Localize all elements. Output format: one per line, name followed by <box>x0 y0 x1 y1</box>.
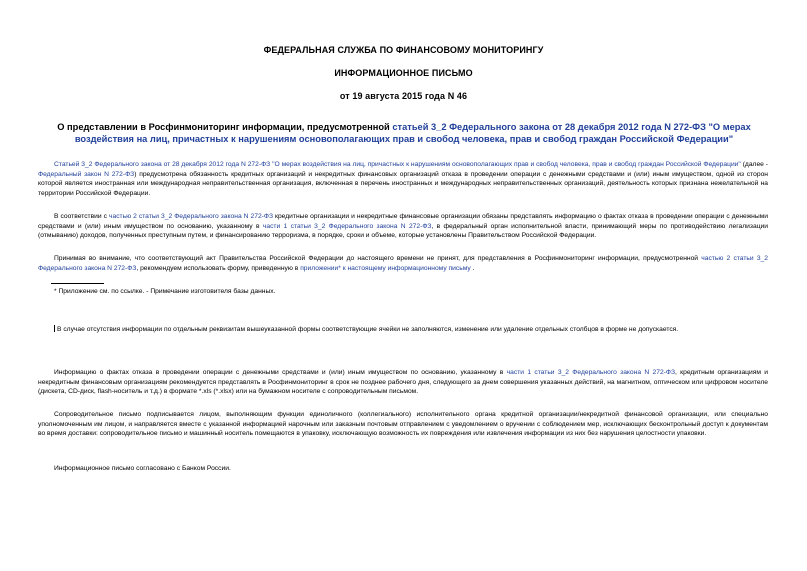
p2-text-2: кредитные организации и некредитные финансовые организации обязаны представлять информацию о фактах отказа в проведении операции с денежными средствами и (или) иным имуществом по основанию, указанному в <box>38 213 768 230</box>
p4-text-1: Информацию о фактах отказа в проведении операции с денежными средствами и (или) иным имуществом по основанию, указанному в <box>54 369 507 376</box>
paragraph-1 <box>38 160 768 198</box>
p2-text-3: , в федеральный орган исполнительной власти, принимающий меры по противодействию легализации (отмыванию) доходов, полученных преступным путем, и финансированию терроризма, в порядке, сроки и объеме, которые установлены Правительством Российской Федерации. <box>38 222 768 240</box>
part-2-article-link[interactable]: частью 2 статьи 3_2 Федерального закона N 272-ФЗ <box>109 213 274 220</box>
footnote: * Приложение см. по ссылке. - Примечание изготовителя базы данных. <box>54 288 276 295</box>
agency-heading: ФЕДЕРАЛЬНАЯ СЛУЖБА ПО ФИНАНСОВОМУ МОНИТОРИНГУ <box>263 45 544 55</box>
part-1-article-link[interactable]: части 1 статьи 3_2 Федерального закона N 272-ФЗ <box>262 222 432 230</box>
p3-text-3: . <box>470 264 475 272</box>
paragraph-5: Сопроводительное письмо подписывается лицом, выполняющим функции единоличного (коллегиального) исполнительного органа кредитной организации/некредитной финансовой организации, или специально уполномоченным им лицом, и направляется вместе с указанной информацией нарочным или заказным почтовым отправлением с уведомлением о вручении с соблюдением мер, исключающих бесконтрольный доступ к документам во время доставки: сопроводительное письмо и машинный носитель помещаются в упаковку, исключающую возможность их повреждения или извлечения информации из них без нарушения целостности упаковки. <box>38 411 768 438</box>
p1-text-1: (далее - <box>740 161 768 168</box>
footnote-divider <box>51 283 104 284</box>
part-2-article-link-2[interactable]: частью 2 статьи 3_2 Федерального закона N 272-ФЗ <box>38 255 768 272</box>
article-3-2-link[interactable]: Статьей 3_2 Федерального закона от 28 декабря 2012 года N 272-ФЗ "О мерах воздействия на лиц, причастных к нарушениям основополагающих прав и свобод человека, прав и свобод граждан Российской Федерации" <box>54 161 741 168</box>
federal-law-272-link[interactable]: Федеральный закон N 272-ФЗ <box>38 170 135 178</box>
document-date-heading: от 19 августа 2015 года N 46 <box>339 91 468 101</box>
title-text: О представлении в Росфинмониторинг информации, предусмотренной <box>57 122 393 132</box>
document-title <box>44 122 764 145</box>
form-note-text: В случае отсутствия информации по отдельным реквизитам вышеуказанной формы соответствующие ячейки не заполняются, изменение или удаление отдельных столбцов в форме не допускается. <box>57 326 679 333</box>
paragraph-2 <box>38 212 768 241</box>
p1-text-2: ) предусмотрена обязанность кредитных организаций и некредитных финансовых организаций отказа в проведении операции с денежными средствами и (или) иным имуществом, одной из сторон которой является иностранная или международная неправительственная организация, включенная в перечень иностранных и международных неправительственных организаций, деятельность которых признана нежелательной на территории Российской Федерации. <box>38 170 768 197</box>
p3-text-1: Принимая во внимание, что соответствующий акт Правительства Российской Федерации до настоящего времени не принят, для представления в Росфинмониторинг информации, предусмотренной <box>54 255 702 262</box>
appendix-link[interactable]: приложении* к настоящему информационному письму <box>300 264 471 272</box>
form-note <box>54 325 678 335</box>
p4-text-2: , кредитным организациям и некредитным финансовым организациям рекомендуется представлять в Росфинмониторинг в срок не позднее рабочего дня, следующего за днем совершения указанных действий, на магнитном, оптическом или цифровом носителе (дискета, CD-диск, flash-носитель и т.д.) в формате *.xls (*.xlsx) или на бумажном носителе с сопроводительным письмом. <box>38 369 768 396</box>
paragraph-3 <box>38 254 768 273</box>
document-type-heading: ИНФОРМАЦИОННОЕ ПИСЬМО <box>334 68 473 78</box>
note-marker <box>54 325 55 332</box>
p3-text-2: , рекомендуем использовать форму, приведенную в <box>136 264 301 272</box>
p2-text-1: В соответствии с <box>54 213 109 220</box>
part-1-article-link-2[interactable]: части 1 статьи 3_2 Федерального закона N 272-ФЗ <box>506 369 676 376</box>
paragraph-6: Информационное письмо согласовано с Банком России. <box>54 465 231 472</box>
paragraph-4 <box>38 368 768 397</box>
title-law-link[interactable]: статьей 3_2 Федерального закона от 28 декабря 2012 года N 272-ФЗ "О мерах воздействия на лиц, причастных к нарушениям основополагающих прав и свобод человека, прав и свобод граждан Российской Федерации" <box>74 122 751 144</box>
